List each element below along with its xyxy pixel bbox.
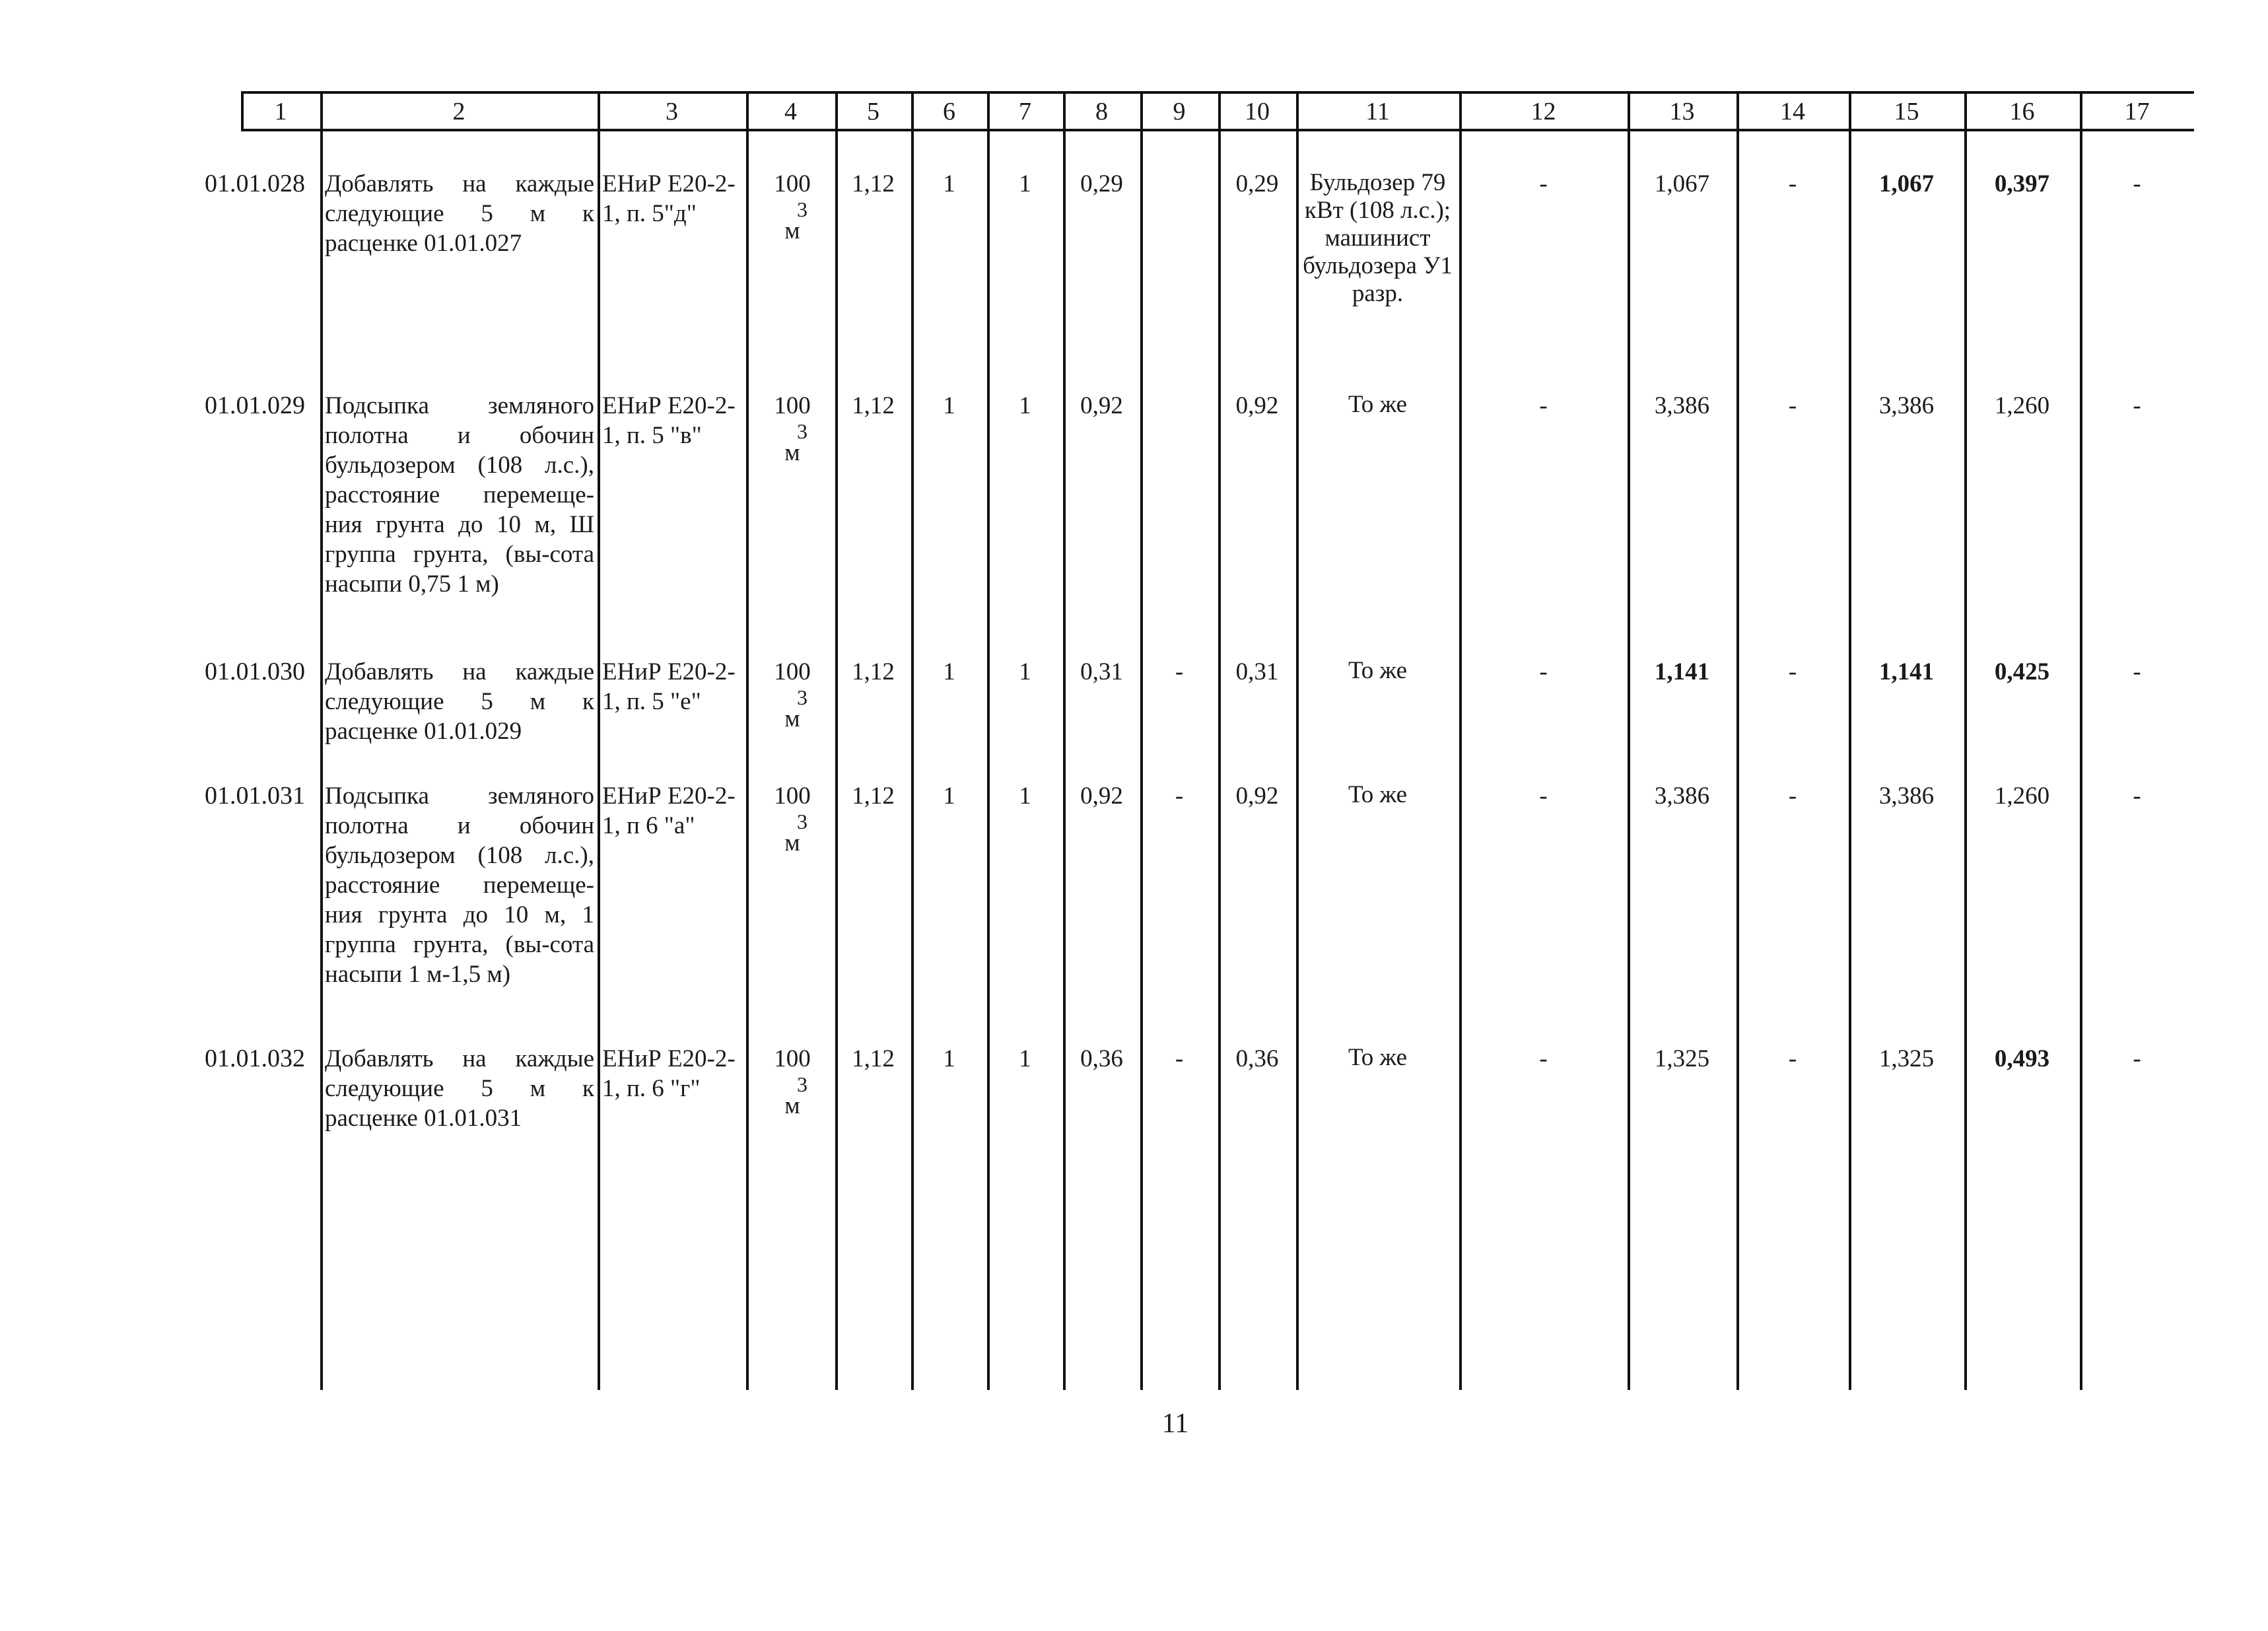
rate-code: 01.01.032 [205,1045,305,1072]
cell-c16: 1,260 [1994,782,2050,810]
cell-c17: - [2133,1045,2141,1072]
cell-c12: - [1539,658,1548,685]
col-divider [2080,91,2082,1390]
cell-c15: 3,386 [1878,392,1935,419]
work-description: Подсыпка земляного полотна и обочин бульдозером (108 л.с.), расстояние перемеще-ния грунта до 10 м, Ш группа грунта, (вы-сота насыпи 0,75 1 м) [325,392,594,598]
cell-c6: 1 [943,1045,955,1072]
cell-c6: 1 [943,658,955,685]
col-header: 17 [2124,98,2150,125]
unit-quantity: 100 [774,170,811,197]
cell-c8: 0,31 [1080,658,1123,685]
norm-reference: ЕНиР Е20-2-1, п. 5 "е" [602,658,736,715]
cell-c8: 0,36 [1080,1045,1123,1072]
unit-exponent: 3 [797,1072,808,1096]
col-divider [835,91,838,1390]
col-header: 3 [666,98,678,125]
cell-c5: 1,12 [852,1045,895,1072]
cell-c12: - [1539,170,1548,197]
col-divider [1736,91,1739,1390]
cell-c9: - [1175,658,1184,685]
unit-measure [759,781,825,854]
cell-c5: 1,12 [852,392,895,419]
col-header: 15 [1894,98,1919,125]
cell-c16: 0,493 [1994,1045,2050,1072]
col-header: 10 [1245,98,1270,125]
cell-c14: - [1788,392,1797,419]
cell-c14: - [1788,658,1797,685]
cell-c13: 3,386 [1654,392,1710,419]
unit-quantity: 100 [774,782,811,810]
unit-exponent: 3 [797,419,808,443]
unit-symbol: м [784,217,800,244]
rate-code: 01.01.030 [205,658,305,685]
cell-c14: - [1788,170,1797,197]
cell-c13: 1,067 [1654,170,1710,197]
cell-c17: - [2133,392,2141,419]
cell-c7: 1 [1019,782,1031,810]
unit-quantity: 100 [774,1045,811,1072]
norm-reference: ЕНиР Е20-2-1, п. 5"д" [602,170,736,227]
unit-symbol: м [784,439,800,466]
cell-c8: 0,92 [1080,392,1123,419]
cell-c10: 0,92 [1235,782,1279,810]
cell-c6: 1 [943,392,955,419]
col-header: 12 [1530,98,1556,125]
work-description: Добавлять на каждые следующие 5 м к расценке 01.01.029 [325,658,594,745]
norm-reference: ЕНиР Е20-2-1, п 6 "а" [602,782,736,839]
unit-symbol: м [784,1092,800,1119]
col-header: 11 [1365,98,1390,125]
cell-c8: 0,29 [1080,170,1123,197]
unit-measure [759,657,825,730]
cell-c16: 0,397 [1994,170,2050,197]
col-header: 1 [274,98,287,125]
cell-c5: 1,12 [852,658,895,685]
resource-description: То же [1348,657,1408,684]
cell-c6: 1 [943,170,955,197]
resource-description: То же [1348,1044,1408,1071]
rate-code: 01.01.031 [205,782,305,810]
col-divider [987,91,990,1390]
rate-code: 01.01.029 [205,392,305,419]
work-description: Добавлять на каждые следующие 5 м к расценке 01.01.031 [325,1045,594,1132]
cell-c7: 1 [1019,170,1031,197]
cell-c14: - [1788,1045,1797,1072]
col-divider [746,91,749,1390]
unit-symbol: м [784,705,800,732]
col-divider [1459,91,1462,1390]
unit-quantity: 100 [774,392,811,419]
cell-c15: 1,325 [1878,1045,1935,1072]
unit-exponent: 3 [797,685,808,709]
col-divider [598,91,600,1390]
cell-c16: 1,260 [1994,392,2050,419]
work-description: Добавлять на каждые следующие 5 м к расценке 01.01.027 [325,170,594,257]
cell-c12: - [1539,392,1548,419]
unit-measure [759,1044,825,1117]
col-divider [1964,91,1967,1390]
cell-c9: - [1175,1045,1184,1072]
cell-c8: 0,92 [1080,782,1123,810]
cell-c14: - [1788,782,1797,810]
norm-reference: ЕНиР Е20-2-1, п. 6 "г" [602,1045,736,1102]
col-divider [1063,91,1066,1390]
page-number: 11 [1161,1408,1189,1439]
cell-c10: 0,29 [1235,170,1279,197]
cell-c5: 1,12 [852,170,895,197]
col-header: 16 [2009,98,2035,125]
cell-c10: 0,31 [1235,658,1279,685]
resource-description: Бульдозер 79 кВт (108 л.с.); машинист бульдозера У1 разр. [1303,169,1453,307]
cell-c17: - [2133,170,2141,197]
rate-code: 01.01.028 [205,170,305,197]
cell-c6: 1 [943,782,955,810]
cell-c17: - [2133,782,2141,810]
resource-description: То же [1348,781,1408,808]
col-divider [1140,91,1143,1390]
col-header: 13 [1669,98,1695,125]
col-divider [320,91,323,1390]
cell-c13: 1,325 [1654,1045,1710,1072]
cell-c17: - [2133,658,2141,685]
cell-c13: 3,386 [1654,782,1710,810]
cell-c13: 1,141 [1654,658,1710,685]
resource-description: То же [1348,391,1408,418]
cell-c7: 1 [1019,1045,1031,1072]
col-divider [1218,91,1221,1390]
col-header: 9 [1173,98,1186,125]
col-header: 2 [452,98,465,125]
col-header: 5 [867,98,879,125]
col-header: 14 [1780,98,1805,125]
unit-symbol: м [784,829,800,856]
norm-reference: ЕНиР Е20-2-1, п. 5 "в" [602,392,736,449]
cell-c5: 1,12 [852,782,895,810]
cell-c16: 0,425 [1994,658,2050,685]
cell-c7: 1 [1019,658,1031,685]
cell-c9: - [1175,782,1184,810]
col-header: 7 [1019,98,1031,125]
col-header: 4 [784,98,797,125]
col-divider [1849,91,1851,1390]
col-divider [1628,91,1630,1390]
cell-c15: 1,067 [1878,170,1935,197]
unit-measure [759,169,825,242]
cell-c10: 0,92 [1235,392,1279,419]
unit-exponent: 3 [797,810,808,833]
cell-c15: 1,141 [1878,658,1935,685]
cell-c10: 0,36 [1235,1045,1279,1072]
cell-c12: - [1539,1045,1548,1072]
col-divider [911,91,914,1390]
col-header: 6 [943,98,955,125]
cell-c12: - [1539,782,1548,810]
unit-quantity: 100 [774,658,811,685]
unit-exponent: 3 [797,197,808,221]
cell-c7: 1 [1019,392,1031,419]
cell-c15: 3,386 [1878,782,1935,810]
col-header: 8 [1095,98,1108,125]
unit-measure [759,391,825,464]
work-description: Подсыпка земляного полотна и обочин бульдозером (108 л.с.), расстояние перемеще-ния грунта до 10 м, 1 группа грунта, (вы-сота насыпи 1 м-1,5 м) [325,782,594,988]
